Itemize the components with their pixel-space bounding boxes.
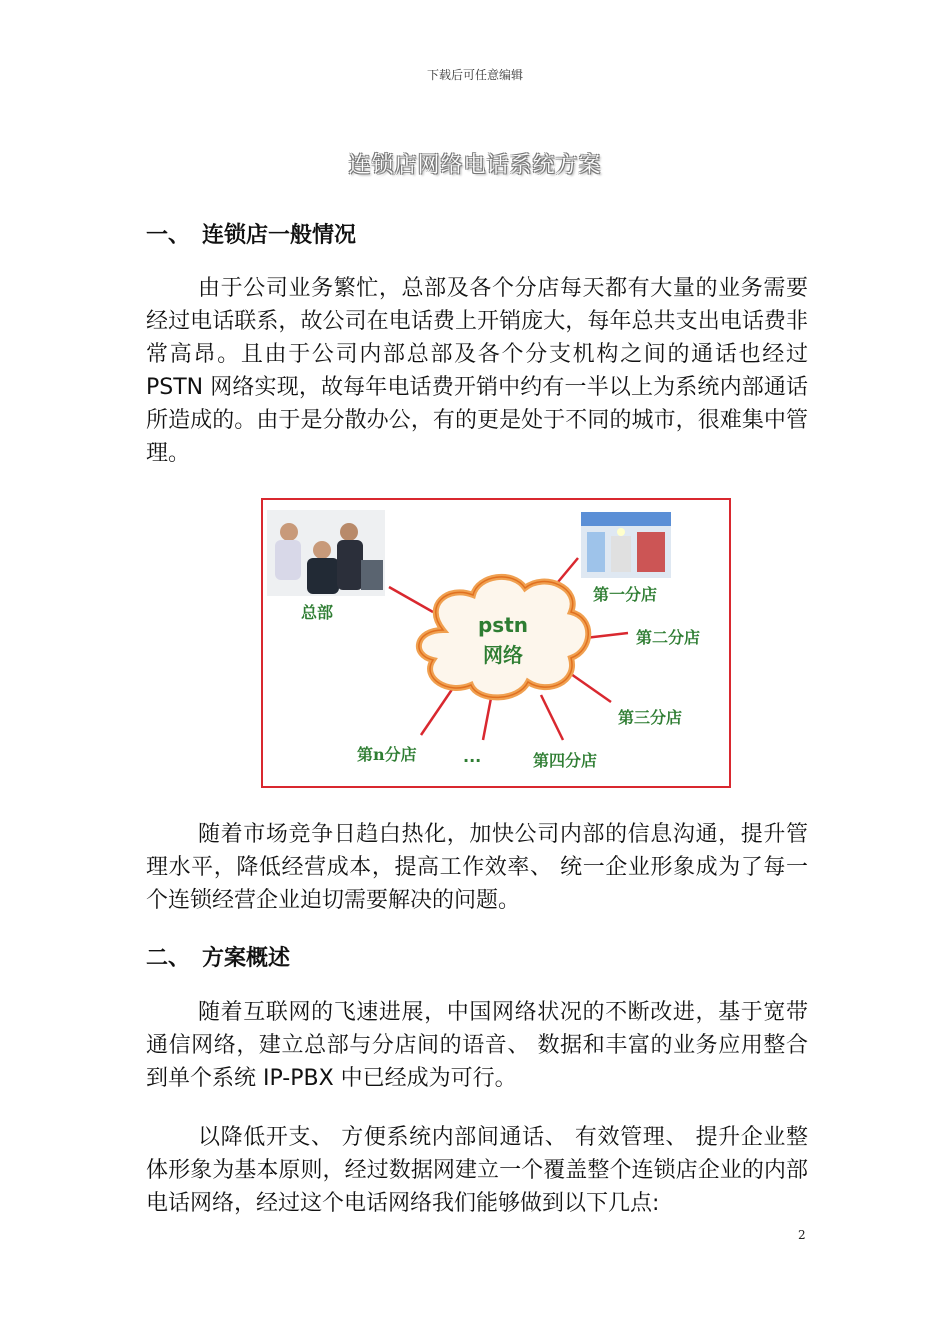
cloud-label-1: pstn: [477, 613, 529, 637]
section-heading-2: [146, 941, 290, 972]
link-branch4: [541, 695, 563, 740]
label-hq: 总部: [301, 603, 334, 622]
section-number: 一、: [146, 223, 191, 248]
section-heading-1: [146, 218, 356, 249]
paragraph: 以降低开支、 方便系统内部间通话、 有效管理、 提升企业整体形象为基本原则，经过数据网建立一个覆盖整个连锁店企业的内部电话网络，经过这个电话网络我们能够做到以下几点:: [146, 1125, 808, 1216]
header-note: 下载后可任意编辑: [426, 68, 523, 82]
paragraph: 由于公司业务繁忙，总部及各个分店每天都有大量的业务需要经过电话联系，故公司在电话费上开销庞大，每年总共支出电话费非常高昂。且由于公司内部总部及各个分支机构之间的通话也经过 PSTN 网络实现，故每年电话费开销中约有一半以上为系统内部通话所造成的。由于是分散办公，有的更是处于不同的城市，很难集中管理。: [146, 276, 808, 466]
section-title: 连锁店一般情况: [202, 223, 357, 248]
page-number: 2: [798, 1228, 806, 1242]
section-number: 二、: [146, 946, 191, 971]
link-branch3: [571, 674, 611, 702]
label-branch2: 第二分店: [636, 628, 701, 647]
label-branch1: 第一分店: [593, 585, 658, 604]
paragraph: 随着市场竞争日趋白热化，加快公司内部的信息沟通，提升管理水平，降低经营成本，提高工作效率、 统一企业形象成为了每一个连锁经营企业迫切需要解决的问题。: [146, 822, 808, 913]
cloud-icon: [419, 577, 588, 697]
network-diagram: [261, 498, 731, 788]
section-title: 方案概述: [202, 946, 291, 971]
link-ellipsis: [483, 698, 491, 740]
label-branchn: 第n分店: [357, 745, 417, 764]
label-ellipsis: ...: [463, 747, 482, 766]
label-branch3: 第三分店: [618, 708, 683, 727]
link-branchn: [421, 685, 455, 735]
link-branch2: [585, 633, 628, 638]
label-branch4: 第四分店: [533, 751, 598, 770]
hq-photo: [267, 510, 385, 596]
link-hq: [389, 587, 433, 612]
cloud-label-2: 网络: [483, 643, 523, 667]
paragraph: 随着互联网的飞速进展，中国网络状况的不断改进，基于宽带通信网络，建立总部与分店间的语音、 数据和丰富的业务应用整合到单个系统 IP-PBX 中已经成为可行。: [146, 1000, 808, 1091]
document-title: 连锁店网络电话系统方案: [348, 153, 602, 178]
store-photo: [581, 512, 671, 578]
